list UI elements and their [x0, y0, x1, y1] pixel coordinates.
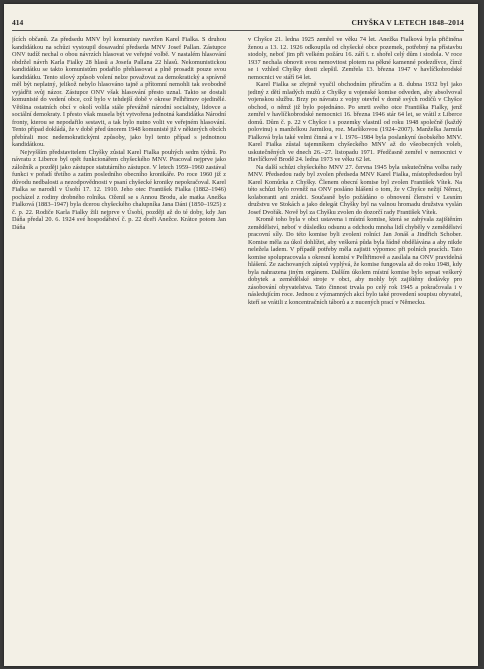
running-title: CHYŠKA V LETECH 1848–2014 — [351, 18, 464, 27]
book-page — [4, 4, 478, 666]
right-text-column — [248, 36, 462, 661]
paragraph: v Chyšce 21. ledna 1925 zemřel ve věku 74 let. Anežka Fialková byla přičiněna ženou a 13. 12. 1926 odkoupila od chyšecké obce pozemek, potřebný na přístavbu stodoly, neboť jim při velkém požáru 16. září t. r. shořel celý dům i stodola. V roce 1937 nechala obnovit svou nemovitost plotem na pěkné kamenné podezdívce, čímž se i vzhled Chyšky dosti zlepšil. Zemřela 13. března 1947 v havlíčkobrodské nemocnici ve stáří 64 let. — [248, 36, 462, 81]
paragraph: Karel Fialka se zřejmě vyučil obchodním příručím a 8. dubna 1932 byl jako jediný z dětí mladých mužů z Chyšky u vojenské komise odveden, aby absolvoval vojenskou službu. Brzy po návratu z vojny otevřel v domě svých rodičů v Chyšce obchod, o němž již bylo pojednáno. Po smrti svého otce Františka Fialky, jenž zemřel v havlíčkobrodské nemocnici 16. března 1946 stár 64 let, se vrátil z Liberce domů. Dům č. p. 22 v Chyšce i s pozemky vlastnil od roku 1948 společně (každý polovinu) s manželkou Jarmilou, roz. Maršíkovou (1924–2007). Manželka Jarmila Fialková byla také velmi činná a v l. 1976–1984 byla poslankyní úsobského MNV. Karel Fialka zůstal tajemníkem chyšeckého MNV až do všeobecných voleb, uskutečněných ve dnech 26.–27. listopadu 1971. Předčasně zemřel v nemocnici v Havlíčkově Brodě 24. ledna 1973 ve věku 62 let. — [248, 81, 462, 163]
page-header — [12, 18, 464, 31]
paragraph: jících občanů. Za předsedu MNV byl komunisty navržen Karel Fialka. S druhou kandidátkou na schůzi vystoupil dosavadní předseda MNV Josef Pallan. Zástupce ONV tudíž nechal o obou návrzích hlasovat ve veřejné volbě. V nastalém hlasování obdržel návrh Karla Fialky 28 hlasů a Josefa Pallana 22 hlasů. Nekomunistickou kandidátku se takto komunistům podařilo přehlasovat a plně prosadit pouze svou kandidátku. Tento silový způsob volení nelze považovat za demokratický a správně měl být neplatný, jelikož nebylo hlasováno tajně a přítomní nemohli tak svobodně vyjádřit svůj názor. Zástupce ONV však hlasování přesto uznal. Takto se dostali komunisté do vedení obce, což bylo v tehdejší době v okrese Pelhřimov ojedinělé. Většina ostatních obcí v okolí volila stále převážně národní socialisty, lidovce a sociální demokraty. I přesto však musela být vytvořena jednotná kandidátka Národní fronty, kterou se nepodařilo sestavit, a tak bylo nutno volit ve veřejném hlasování. Tento případ dokládá, že v době před únorem 1948 komunisté již v některých obcích přebírali moc nedemokratickými způsoby, jako byl tento případ s jednotnou kandidátkou. — [12, 36, 226, 148]
paragraph: Kromě toho byla v obci ustavena i místní komise, která se zabývala zajištěním zemědělství, neboť v důsledku odsunu a odchodu mnoha lidí chyběly v zemědělství pracovní síly. Do této komise byli zvoleni rolníci Jan Jonáš a Jindřich Schober. Komise měla za úkol dohlížet, aby veškerá půda byla řádně obdělávána a aby nikde neležela ladem. V případě potřeby měla zajistit výpomoc při polních pracích. Tato komise spolupracovala s okresní komisí v Pelhřimově a zasílala na ONV pravidelná hlášení. Ze zachovaných zápisů vyplývá, že komise fungovala až do roku 1948, kdy byla nahrazena jiným orgánem. Dalším úkolem místní komise bylo sepsat veškerý dobytek a zemědělské stroje v obci, aby mohly být zajištěny dodávky pro zásobování obyvatelstva. Tato činnost trvala po celý rok 1945 a pokračovala i v následujícím roce. Jednou z významných akcí bylo také provedení soupisu obyvatel, kteří se vrátili z koncentračních táborů a z nucených prací v Německu. — [248, 216, 462, 306]
left-text-column — [12, 36, 226, 661]
page-number: 414 — [12, 18, 24, 27]
paragraph: Na další schůzi chyšeckého MNV 27. června 1945 byla uskutečněna volba rady MNV. Předsedou rady byl zvolen předseda MNV Karel Fialka, místopředsedou byl Karel Komůrka z Chyšky. Členem obecní komise byl zvolen František Vítek. Na této schůzi bylo rovněž na ONV posláno hlášení o tom, že v Chyšce nežijí Němci, kolaboranti ani zrádci. Současně bylo požádáno o obnovení členství v Lesním družstvu ve Stokách a jako delegát Chyšky byl na valnou hromadu družstva vyslán Josef Dvořák. Nově byl za Chyšku zvolen do dozorčí rady František Vítek. — [248, 163, 462, 216]
paragraph: Nejvyšším představitelem Chyšky zůstal Karel Fialka pouhých sedm týdnů. Po návratu z Liberce byl opět funkcionářem chyšeckého MNV. Pracoval nejprve jako záložník a později jako zástupce statutárního zástupce. V letech 1959–1960 zastával funkci v pořadí třetího a zatím posledního obecního kronikáře. Po roce 1960 již z důvodu nedbalosti a nezodpovědnosti v psaní chyšecké kroniky nepokračoval. Karel Fialka se narodil v Úsobí 17. 12. 1910. Jeho otec František Fialka (1882–1946) pocházel z rodiny drobného rolníka. Oženil se s Annou Brodu, ale matka Anežka Fialková (1883–1947) byla dcerou chyšeckého chalupníka Jana Dáni (1850–1925) z č. p. 22. Rodiče Karla Fialky žili nejprve v Úsobí, později až do té doby, kdy Jan Dáňa předal 20. 6. 1924 své hospodářství č. p. 22 dceři Anežce. Krátce potom Jan Dáňa — [12, 148, 226, 231]
